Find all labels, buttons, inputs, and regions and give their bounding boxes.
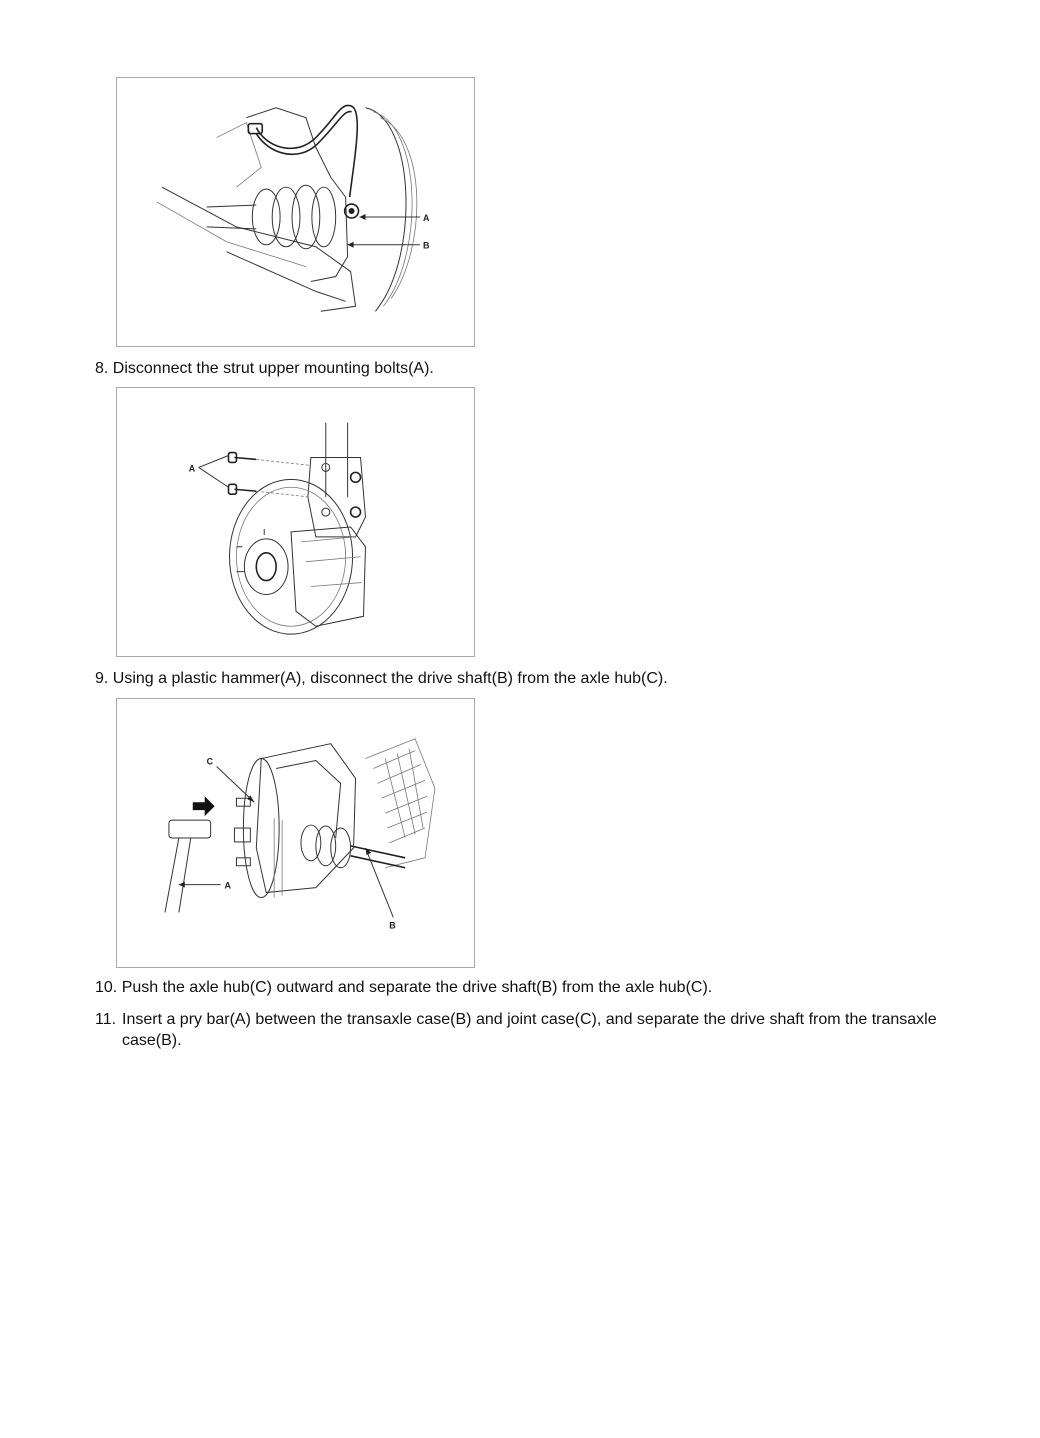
callout-label: A — [188, 463, 196, 474]
strut-bolts-illustration — [117, 388, 474, 656]
step-item — [95, 977, 712, 998]
callout-label: A — [224, 880, 231, 891]
step-text: Using a plastic hammer(A), disconnect the drive shaft(B) from the axle hub(C). — [112, 670, 668, 687]
callout-label: B — [423, 240, 430, 251]
step-number: 10. — [95, 979, 118, 996]
drive-shaft-illustration — [117, 699, 474, 967]
step-item — [95, 1009, 955, 1051]
callout-label: C — [206, 756, 214, 767]
figure-strut-bolts — [116, 387, 475, 657]
figure-drive-shaft — [116, 698, 475, 968]
callout-label: A — [423, 212, 430, 223]
step-text: Push the axle hub(C) outward and separate the drive shaft(B) from the axle hub(C). — [121, 979, 713, 996]
step-text: Disconnect the strut upper mounting bolts(A). — [112, 360, 434, 377]
callout-label: B — [389, 920, 396, 931]
step-number: 11. — [95, 1011, 117, 1028]
step-text: Insert a pry bar(A) between the transaxle case(B) and joint case(C), and separate the drive shaft from the transaxle case(B). — [122, 1011, 937, 1049]
wheel-sensor-illustration — [117, 78, 474, 346]
figure-wheel-sensor — [116, 77, 475, 347]
step-number: 8. — [95, 360, 109, 377]
step-item — [95, 668, 668, 689]
step-item — [95, 358, 434, 379]
step-number: 9. — [95, 670, 109, 687]
